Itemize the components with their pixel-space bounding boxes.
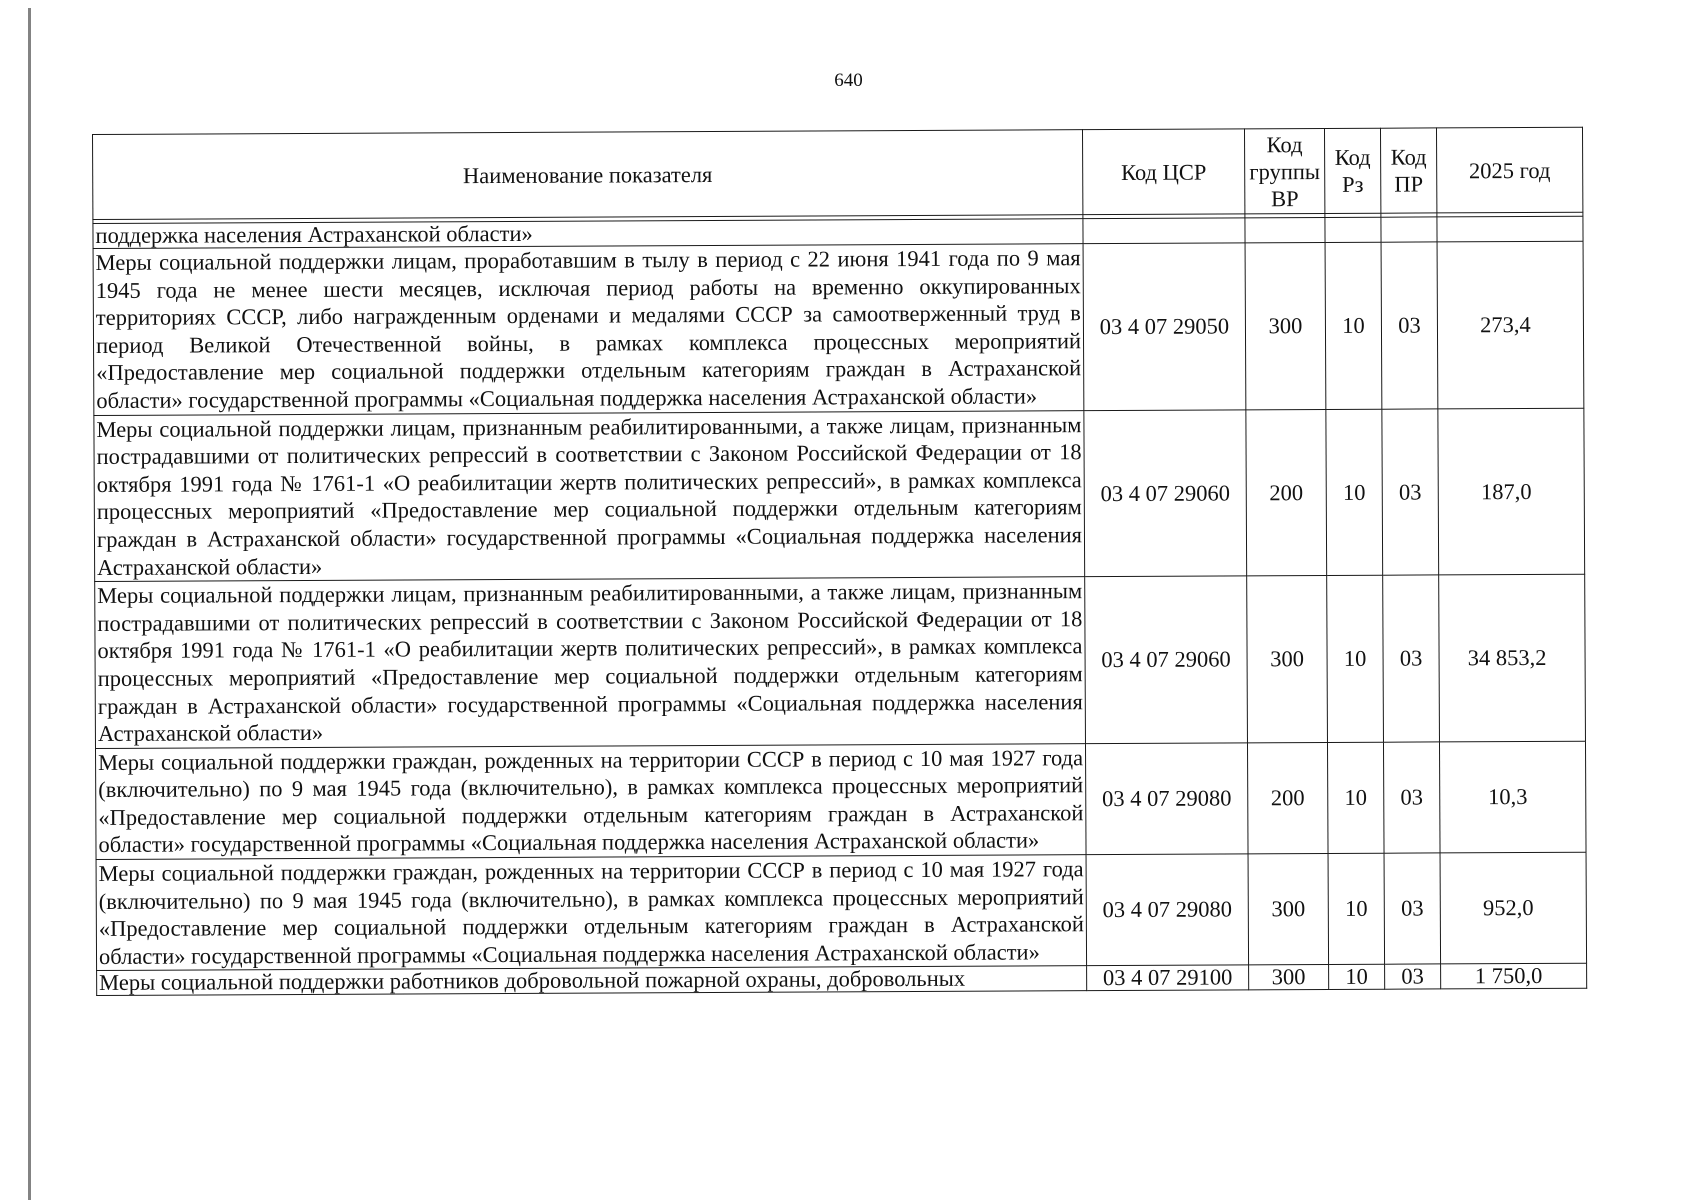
row-amount: 952,0 [1440,852,1587,964]
header-name: Наименование показателя [93,130,1083,220]
row-rz-code: 10 [1327,742,1384,854]
row-csr-code: 03 4 07 29050 [1083,243,1246,410]
row-pr-code: 03 [1381,242,1438,409]
page-number: 640 [834,70,863,91]
row-rz-code: 10 [1325,242,1382,409]
row-csr-code: 03 4 07 29100 [1087,965,1249,991]
row-rz-code: 10 [1328,853,1385,965]
header-pr: Код ПР [1380,128,1436,213]
row-amount: 10,3 [1439,741,1586,853]
binding-line [28,8,31,1200]
row-vr-code: 200 [1247,742,1328,854]
header-year: 2025 год [1436,127,1582,213]
row-csr-code: 03 4 07 29080 [1086,854,1249,966]
row-description: Меры социальной поддержки граждан, рожденных на территории СССР в период с 10 мая 1927 года (включительно) по 9 мая 1945 года (включительно), в рамках комплекса процессных мероприятий «Предоставление мер социальной поддержки отдельным категориям граждан в Астраханской области» государственной программы «Социальная поддержка населения Астраханской области» [96,855,1087,971]
header-vr: Код группы ВР [1244,128,1324,213]
row-vr-code: 300 [1248,854,1329,966]
budget-table-container [92,127,1586,997]
row-rz-code: 10 [1329,965,1385,990]
row-csr-code: 03 4 07 29060 [1084,409,1247,576]
row-pr-code: 03 [1384,853,1441,965]
header-csr: Код ЦСР [1082,129,1244,215]
row-pr-code: 03 [1382,408,1439,575]
row-rz-code: 10 [1326,409,1383,576]
table-header-row [93,127,1583,219]
row-csr-code: 03 4 07 29060 [1085,576,1248,743]
row-pr-code: 03 [1383,575,1440,742]
row-description: Меры социальной поддержки лицам, признанным реабилитированными, а также лицам, признанным пострадавшими от политических репрессий в соответствии с Законом Российской Федерации от 18 октября 1991 года № 1761-1 «О реабилитации жертв политических репрессий», в рамках комплекса процессных мероприятий «Предоставление мер социальной поддержки отдельным категориям граждан в Астраханской области» государственной программы «Социальная поддержка населения Астраханской области» [95,577,1086,748]
row-description: Меры социальной поддержки лицам, проработавшим в тылу в период с 22 июня 1941 года по 9 мая 1945 года не менее шести месяцев, исключая период работы на временно оккупированных территориях СССР, либо награжденным орденами и медалями СССР за самоотверженный труд в период Великой Отечественной войны, в рамках комплекса процессных мероприятий «Предоставление мер социальной поддержки отдельным категориям граждан в Астраханской области» государственной программы «Социальная поддержка населения Астраханской области» [93,244,1084,415]
row-description: Меры социальной поддержки лицам, признанным реабилитированными, а также лицам, признанным пострадавшими от политических репрессий в соответствии с Законом Российской Федерации от 18 октября 1991 года № 1761-1 «О реабилитации жертв политических репрессий», в рамках комплекса процессных мероприятий «Предоставление мер социальной поддержки отдельным категориям граждан в Астраханской области» государственной программы «Социальная поддержка населения Астраханской области» [94,410,1085,581]
table-row [97,964,1587,996]
table-row [94,408,1585,582]
row-vr-code: 300 [1245,242,1326,409]
budget-table [92,127,1587,997]
table-row [96,852,1587,971]
row-description: Меры социальной поддержки работников добровольной пожарной охраны, добровольных [97,966,1087,996]
table-row [95,574,1586,748]
row-amount: 187,0 [1438,408,1585,575]
row-pr-code: 03 [1383,742,1440,854]
row-csr-code: 03 4 07 29080 [1085,743,1248,855]
continuation-text: поддержка населения Астраханской области» [93,219,1083,249]
header-rz: Код Рз [1324,128,1380,213]
row-description: Меры социальной поддержки граждан, рожденных на территории СССР в период с 10 мая 1927 года (включительно) по 9 мая 1945 года (включительно), в рамках комплекса процессных мероприятий «Предоставление мер социальной поддержки отдельным категориям граждан в Астраханской области» государственной программы «Социальная поддержка населения Астраханской области» [96,743,1087,859]
row-rz-code: 10 [1327,575,1384,742]
row-pr-code: 03 [1385,964,1441,989]
row-vr-code: 200 [1246,409,1327,576]
row-vr-code: 300 [1249,965,1329,990]
row-amount: 34 853,2 [1439,574,1586,741]
row-amount: 1 750,0 [1441,964,1587,990]
table-row [96,741,1587,860]
table-row [93,241,1584,415]
row-amount: 273,4 [1437,241,1584,408]
row-vr-code: 300 [1247,576,1328,743]
